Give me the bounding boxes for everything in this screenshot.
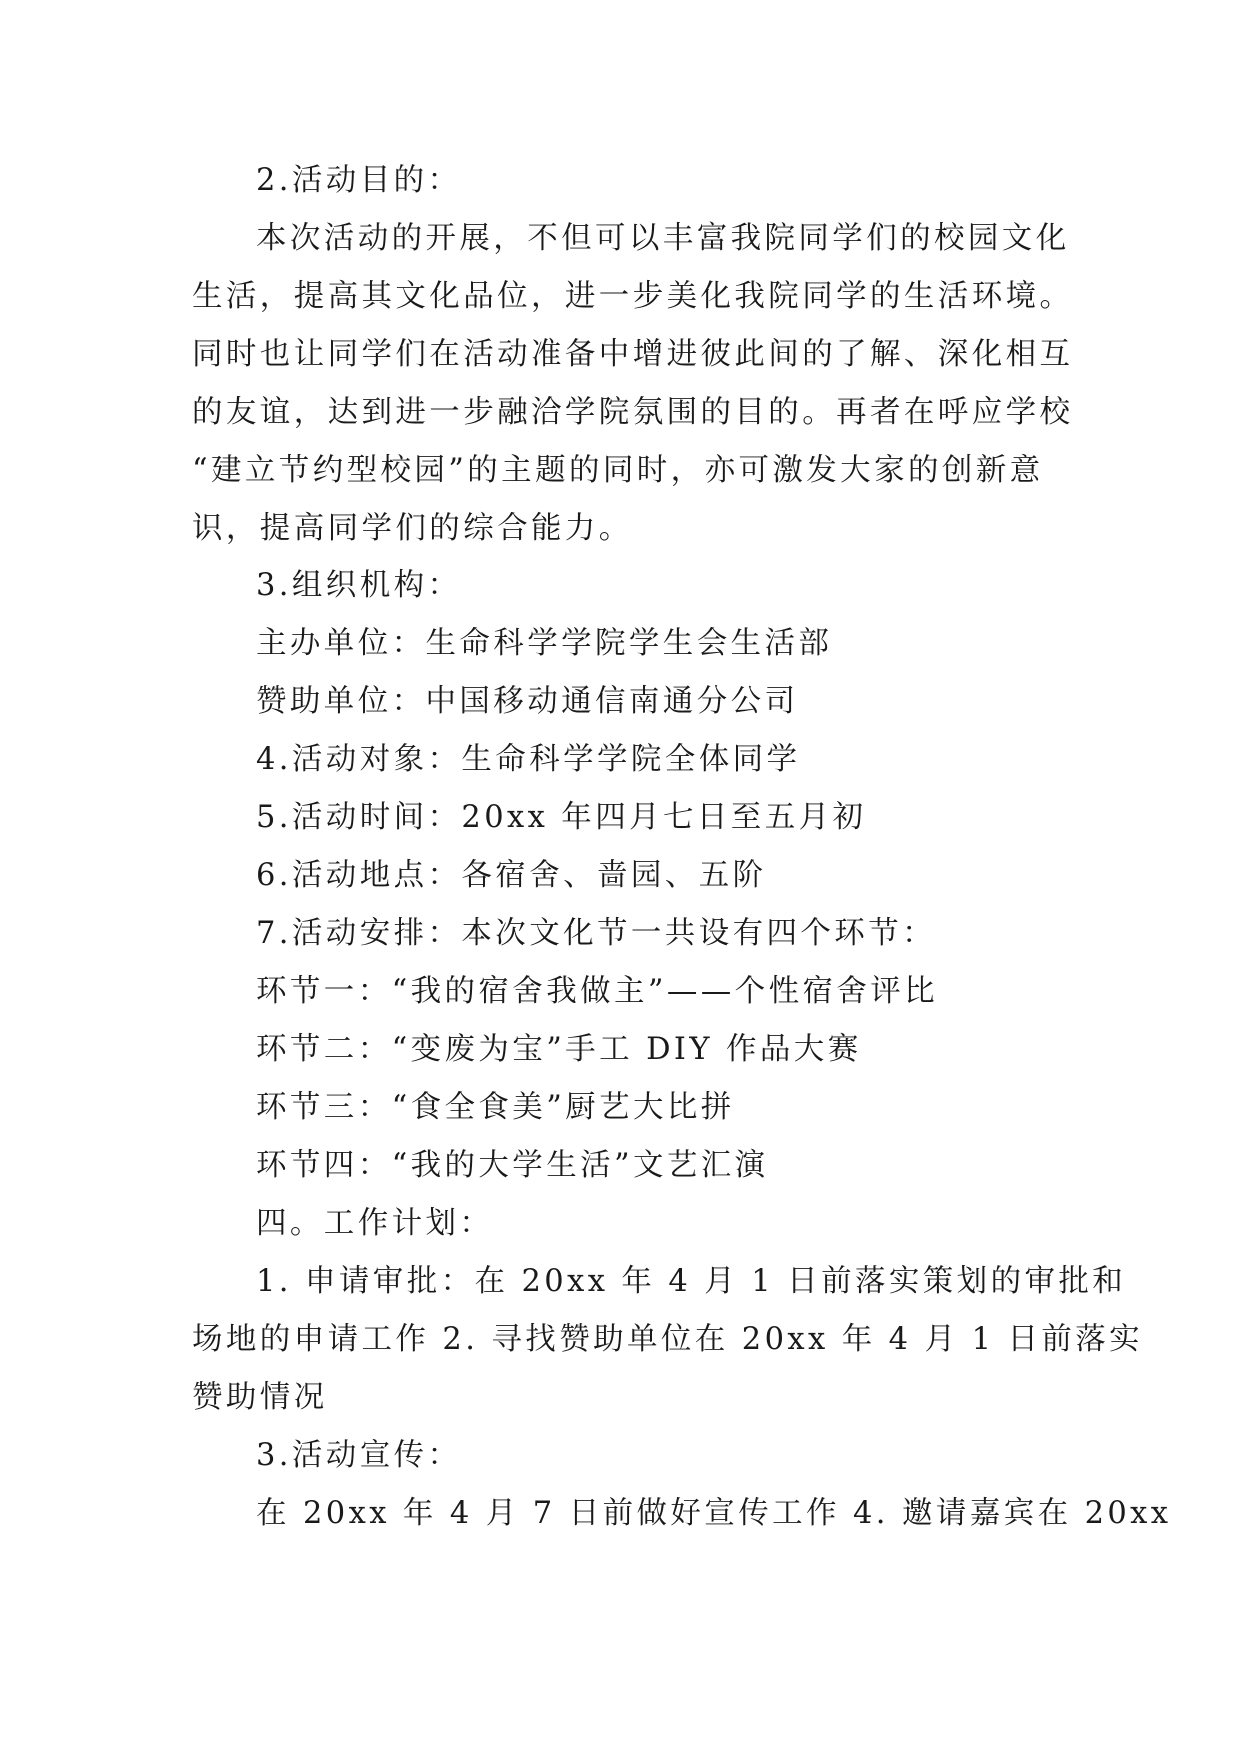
- paragraph-line: “建立节约型校园”的主题的同时，亦可激发大家的创新意: [192, 453, 1044, 488]
- heading-activity-purpose: 2.活动目的：: [256, 163, 462, 198]
- segment-one-line: 环节一：“我的宿舍我做主”——个性宿舍评比: [256, 974, 939, 1009]
- paragraph-line: 生活，提高其文化品位，进一步美化我院同学的生活环境。: [192, 279, 1074, 314]
- paragraph-line: 的友谊，达到进一步融洽学院氛围的目的。再者在呼应学校: [192, 395, 1074, 430]
- paragraph-line: 场地的申请工作 2. 寻找赞助单位在 20xx 年 4 月 1 日前落实: [192, 1322, 1144, 1357]
- activity-time-line: 5.活动时间：20xx 年四月七日至五月初: [256, 800, 867, 835]
- paragraph-line: 在 20xx 年 4 月 7 日前做好宣传工作 4. 邀请嘉宾在 20xx: [256, 1496, 1172, 1531]
- heading-organization: 3.组织机构：: [256, 568, 462, 603]
- activity-arrangement-line: 7.活动安排：本次文化节一共设有四个环节：: [256, 916, 936, 951]
- heading-work-plan: 四。工作计划：: [256, 1206, 494, 1241]
- paragraph-line: 1. 申请审批：在 20xx 年 4 月 1 日前落实策划的审批和: [256, 1264, 1127, 1299]
- segment-three-line: 环节三：“食全食美”厨艺大比拼: [256, 1090, 735, 1125]
- activity-target-line: 4.活动对象：生命科学学院全体同学: [256, 742, 801, 777]
- heading-publicity: 3.活动宣传：: [256, 1438, 462, 1473]
- activity-location-line: 6.活动地点：各宿舍、啬园、五阶: [256, 858, 767, 893]
- segment-two-line: 环节二：“变废为宝”手工 DIY 作品大赛: [256, 1032, 862, 1067]
- paragraph-line: 识，提高同学们的综合能力。: [192, 511, 633, 546]
- sponsor-line: 赞助单位：中国移动通信南通分公司: [256, 684, 799, 719]
- organizer-line: 主办单位：生命科学学院学生会生活部: [256, 626, 833, 661]
- segment-four-line: 环节四：“我的大学生活”文艺汇演: [256, 1148, 769, 1183]
- paragraph-line: 赞助情况: [192, 1380, 328, 1415]
- paragraph-line: 同时也让同学们在活动准备中增进彼此间的了解、深化相互: [192, 337, 1074, 372]
- paragraph-line: 本次活动的开展，不但可以丰富我院同学们的校园文化: [256, 221, 1070, 256]
